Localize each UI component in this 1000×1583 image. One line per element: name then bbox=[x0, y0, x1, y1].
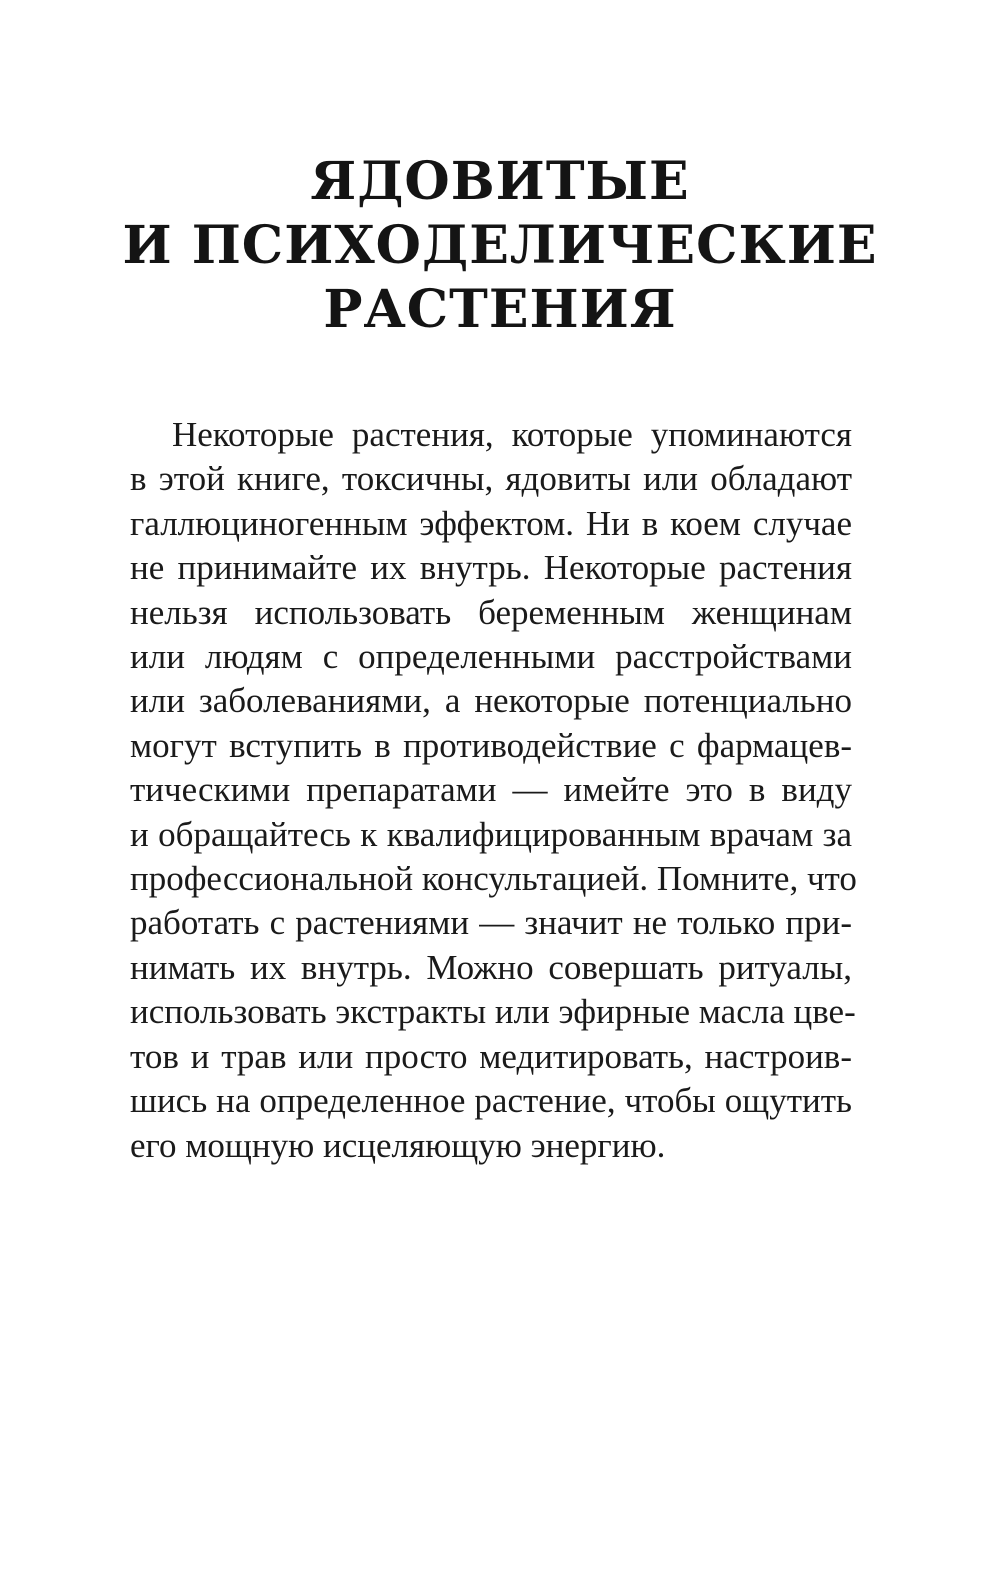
chapter-title bbox=[0, 150, 1000, 342]
paragraph-line: и обращайтесь к квалифицированным врачам за bbox=[130, 814, 852, 854]
paragraph-line: Некоторые растения, которые упоминаются bbox=[172, 415, 852, 454]
chapter-title-line-2: И ПСИХОДЕЛИЧЕСКИЕ bbox=[122, 215, 878, 276]
warning-paragraph bbox=[130, 413, 857, 1168]
chapter-title-line-3: РАСТЕНИЯ bbox=[323, 279, 677, 340]
paragraph-line: нимать их внутрь. Можно совершать ритуалы, bbox=[130, 947, 852, 987]
paragraph-line: или людям с определенными расстройствами bbox=[130, 637, 852, 677]
paragraph-line: или заболеваниями, а некоторые потенциально bbox=[130, 681, 852, 721]
paragraph-line: шись на определенное растение, чтобы ощутить bbox=[130, 1081, 852, 1121]
paragraph-line: профессиональной консультацией. Помните, что bbox=[130, 859, 857, 899]
paragraph-line: его мощную исцеляющую энергию. bbox=[130, 1125, 666, 1165]
paragraph-line: могут вступить в противодействие с фармацев- bbox=[130, 725, 852, 765]
chapter-title-line-1: ЯДОВИТЫЕ bbox=[310, 151, 690, 212]
paragraph-line: тическими препаратами — имейте это в виду bbox=[130, 770, 852, 810]
paragraph-line: работать с растениями — значит не только при- bbox=[130, 903, 852, 943]
paragraph-line: нельзя использовать беременным женщинам bbox=[130, 592, 852, 632]
paragraph-line: тов и трав или просто медитировать, настроив- bbox=[130, 1036, 852, 1076]
paragraph-line: использовать экстракты или эфирные масла цве- bbox=[130, 992, 856, 1032]
paragraph-line: в этой книге, токсичны, ядовиты или обладают bbox=[130, 459, 852, 499]
paragraph-line: галлюциногенным эффектом. Ни в коем случае bbox=[130, 503, 852, 543]
paragraph-line: не принимайте их внутрь. Некоторые растения bbox=[130, 548, 852, 588]
